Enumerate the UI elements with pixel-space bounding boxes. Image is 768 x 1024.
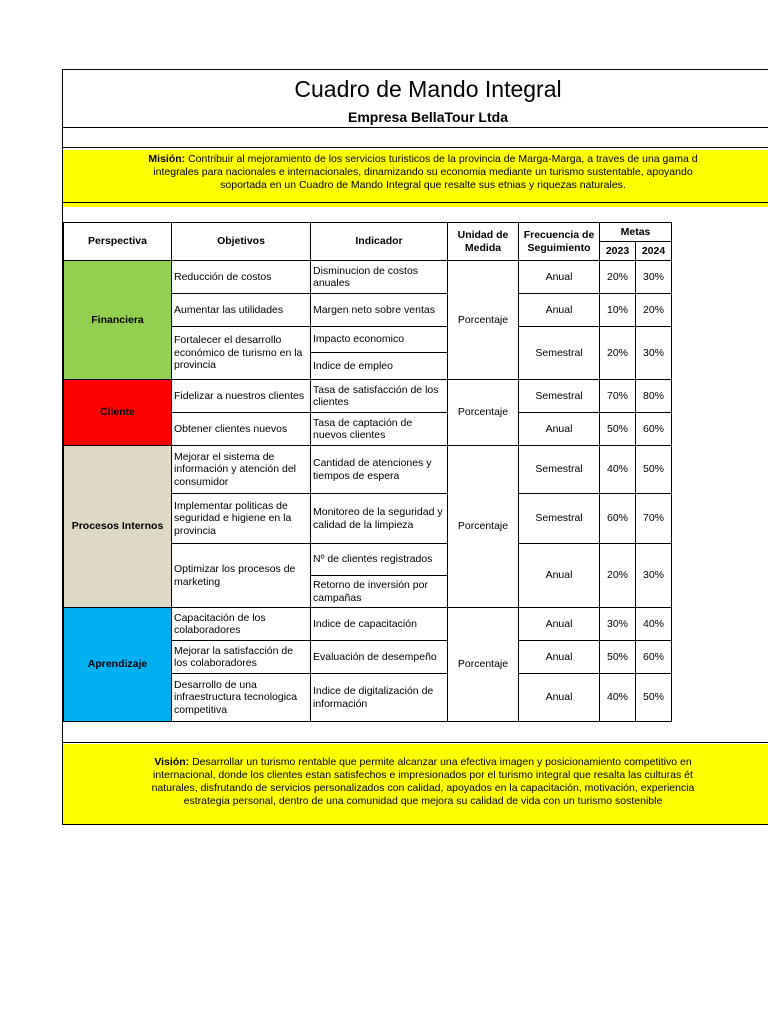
goal-2024-cell: 70% bbox=[636, 494, 672, 544]
indicator-cell: Nº de clientes registrados bbox=[311, 544, 448, 576]
mision-text-line2: integrales para nacionales e internacionales, dinamizando su economia mediante un turismo sustentable, apoyando bbox=[153, 166, 693, 178]
frequency-cell: Anual bbox=[519, 641, 600, 674]
objective-cell: Obtener clientes nuevos bbox=[172, 413, 311, 446]
header-2023: 2023 bbox=[600, 242, 636, 261]
goal-2023-cell: 20% bbox=[600, 327, 636, 380]
frequency-cell: Anual bbox=[519, 261, 600, 294]
goal-2023-cell: 60% bbox=[600, 494, 636, 544]
objective-cell: Mejorar la satisfacción de los colaboradores bbox=[172, 641, 311, 674]
header-perspectiva: Perspectiva bbox=[64, 223, 172, 261]
frequency-cell: Anual bbox=[519, 608, 600, 641]
frequency-cell: Semestral bbox=[519, 446, 600, 494]
frequency-cell: Anual bbox=[519, 413, 600, 446]
indicator-cell: Retorno de inversión por campañas bbox=[311, 576, 448, 608]
goal-2024-cell: 30% bbox=[636, 544, 672, 608]
divider bbox=[63, 147, 768, 148]
objective-cell: Desarrollo de una infraestructura tecnologica competitiva bbox=[172, 674, 311, 722]
divider bbox=[63, 742, 768, 743]
indicator-cell: Indice de digitalización de información bbox=[311, 674, 448, 722]
goal-2023-cell: 50% bbox=[600, 413, 636, 446]
frequency-cell: Anual bbox=[519, 544, 600, 608]
balanced-scorecard-table bbox=[63, 222, 672, 722]
goal-2024-cell: 50% bbox=[636, 674, 672, 722]
goal-2024-cell: 60% bbox=[636, 641, 672, 674]
objective-cell: Fidelizar a nuestros clientes bbox=[172, 380, 311, 413]
frequency-cell: Anual bbox=[519, 674, 600, 722]
goal-2024-cell: 80% bbox=[636, 380, 672, 413]
vision-text-line2: internacional, donde los clientes estan satisfechos e impresionados por el turismo integral que resalta las culturas ét bbox=[153, 769, 693, 781]
goal-2023-cell: 10% bbox=[600, 294, 636, 327]
header-objetivos: Objetivos bbox=[172, 223, 311, 261]
unit-cell: Porcentaje bbox=[448, 446, 519, 608]
mision-band bbox=[63, 150, 768, 207]
indicator-cell: Tasa de captación de nuevos clientes bbox=[311, 413, 448, 446]
unit-cell: Porcentaje bbox=[448, 261, 519, 380]
goal-2024-cell: 50% bbox=[636, 446, 672, 494]
indicator-cell: Evaluación de desempeño bbox=[311, 641, 448, 674]
indicator-cell: Impacto economico bbox=[311, 327, 448, 353]
goal-2024-cell: 30% bbox=[636, 327, 672, 380]
unit-cell: Porcentaje bbox=[448, 380, 519, 446]
perspective-procesos: Procesos Internos bbox=[64, 446, 172, 608]
vision-text-line1: Desarrollar un turismo rentable que permite alcanzar una efectiva imagen y posicionamiento competitivo en bbox=[192, 756, 692, 768]
mision-text-line1: Contribuir al mejoramiento de los servicios turisticos de la provincia de Marga-Marga, a traves de una gama d bbox=[188, 153, 698, 165]
goal-2024-cell: 40% bbox=[636, 608, 672, 641]
objective-cell: Fortalecer el desarrollo económico de turismo en la provincia bbox=[172, 327, 311, 380]
goal-2023-cell: 40% bbox=[600, 674, 636, 722]
indicator-cell: Indice de empleo bbox=[311, 353, 448, 380]
page-title: Cuadro de Mando Integral bbox=[294, 76, 562, 102]
frequency-cell: Semestral bbox=[519, 327, 600, 380]
indicator-cell: Indice de capacitación bbox=[311, 608, 448, 641]
vision-label: Visión: bbox=[154, 756, 190, 768]
header-frecuencia: Frecuencia de Seguimiento bbox=[519, 223, 600, 261]
perspective-financiera: Financiera bbox=[64, 261, 172, 380]
perspective-cliente: Cliente bbox=[64, 380, 172, 446]
goal-2024-cell: 30% bbox=[636, 261, 672, 294]
goal-2023-cell: 70% bbox=[600, 380, 636, 413]
perspective-aprendizaje: Aprendizaje bbox=[64, 608, 172, 722]
header-indicador: Indicador bbox=[311, 223, 448, 261]
company-name: Empresa BellaTour Ltda bbox=[347, 109, 508, 125]
indicator-cell: Cantidad de atenciones y tiempos de espera bbox=[311, 446, 448, 494]
mision-text-line3: soportada en un Cuadro de Mando Integral que resalte sus etnias y riquezas naturales. bbox=[220, 179, 626, 191]
spreadsheet-sheet bbox=[62, 69, 768, 825]
divider bbox=[63, 127, 768, 128]
goal-2023-cell: 50% bbox=[600, 641, 636, 674]
indicator-cell: Disminucion de costos anuales bbox=[311, 261, 448, 294]
goal-2023-cell: 40% bbox=[600, 446, 636, 494]
objective-cell: Capacitación de los colaboradores bbox=[172, 608, 311, 641]
goal-2023-cell: 20% bbox=[600, 261, 636, 294]
frequency-cell: Anual bbox=[519, 294, 600, 327]
indicator-cell: Tasa de satisfacción de los clientes bbox=[311, 380, 448, 413]
header-2024: 2024 bbox=[636, 242, 672, 261]
frequency-cell: Semestral bbox=[519, 494, 600, 544]
vision-band bbox=[63, 744, 768, 825]
goal-2023-cell: 20% bbox=[600, 544, 636, 608]
frequency-cell: Semestral bbox=[519, 380, 600, 413]
goal-2023-cell: 30% bbox=[600, 608, 636, 641]
mision-label: Misión: bbox=[148, 153, 186, 165]
indicator-cell: Monitoreo de la seguridad y calidad de la limpieza bbox=[311, 494, 448, 544]
objective-cell: Aumentar las utilidades bbox=[172, 294, 311, 327]
goal-2024-cell: 60% bbox=[636, 413, 672, 446]
divider bbox=[63, 202, 768, 203]
objective-cell: Reducción de costos bbox=[172, 261, 311, 294]
header-metas: Metas bbox=[600, 223, 672, 242]
goal-2024-cell: 20% bbox=[636, 294, 672, 327]
objective-cell: Optimizar los procesos de marketing bbox=[172, 544, 311, 608]
unit-cell: Porcentaje bbox=[448, 608, 519, 722]
objective-cell: Mejorar el sistema de información y atención del consumidor bbox=[172, 446, 311, 494]
header-unidad: Unidad de Medida bbox=[448, 223, 519, 261]
vision-text-line3: naturales, disfrutando de servicios personalizados con calidad, apoyados en la capacitación, motivación, experiencia bbox=[151, 782, 695, 794]
indicator-cell: Margen neto sobre ventas bbox=[311, 294, 448, 327]
objective-cell: Implementar politicas de seguridad e higiene en la provincia bbox=[172, 494, 311, 544]
vision-text-line4: estrategia personal, dentro de una comunidad que mejora su calidad de vida con un turismo sostenible bbox=[183, 795, 663, 807]
